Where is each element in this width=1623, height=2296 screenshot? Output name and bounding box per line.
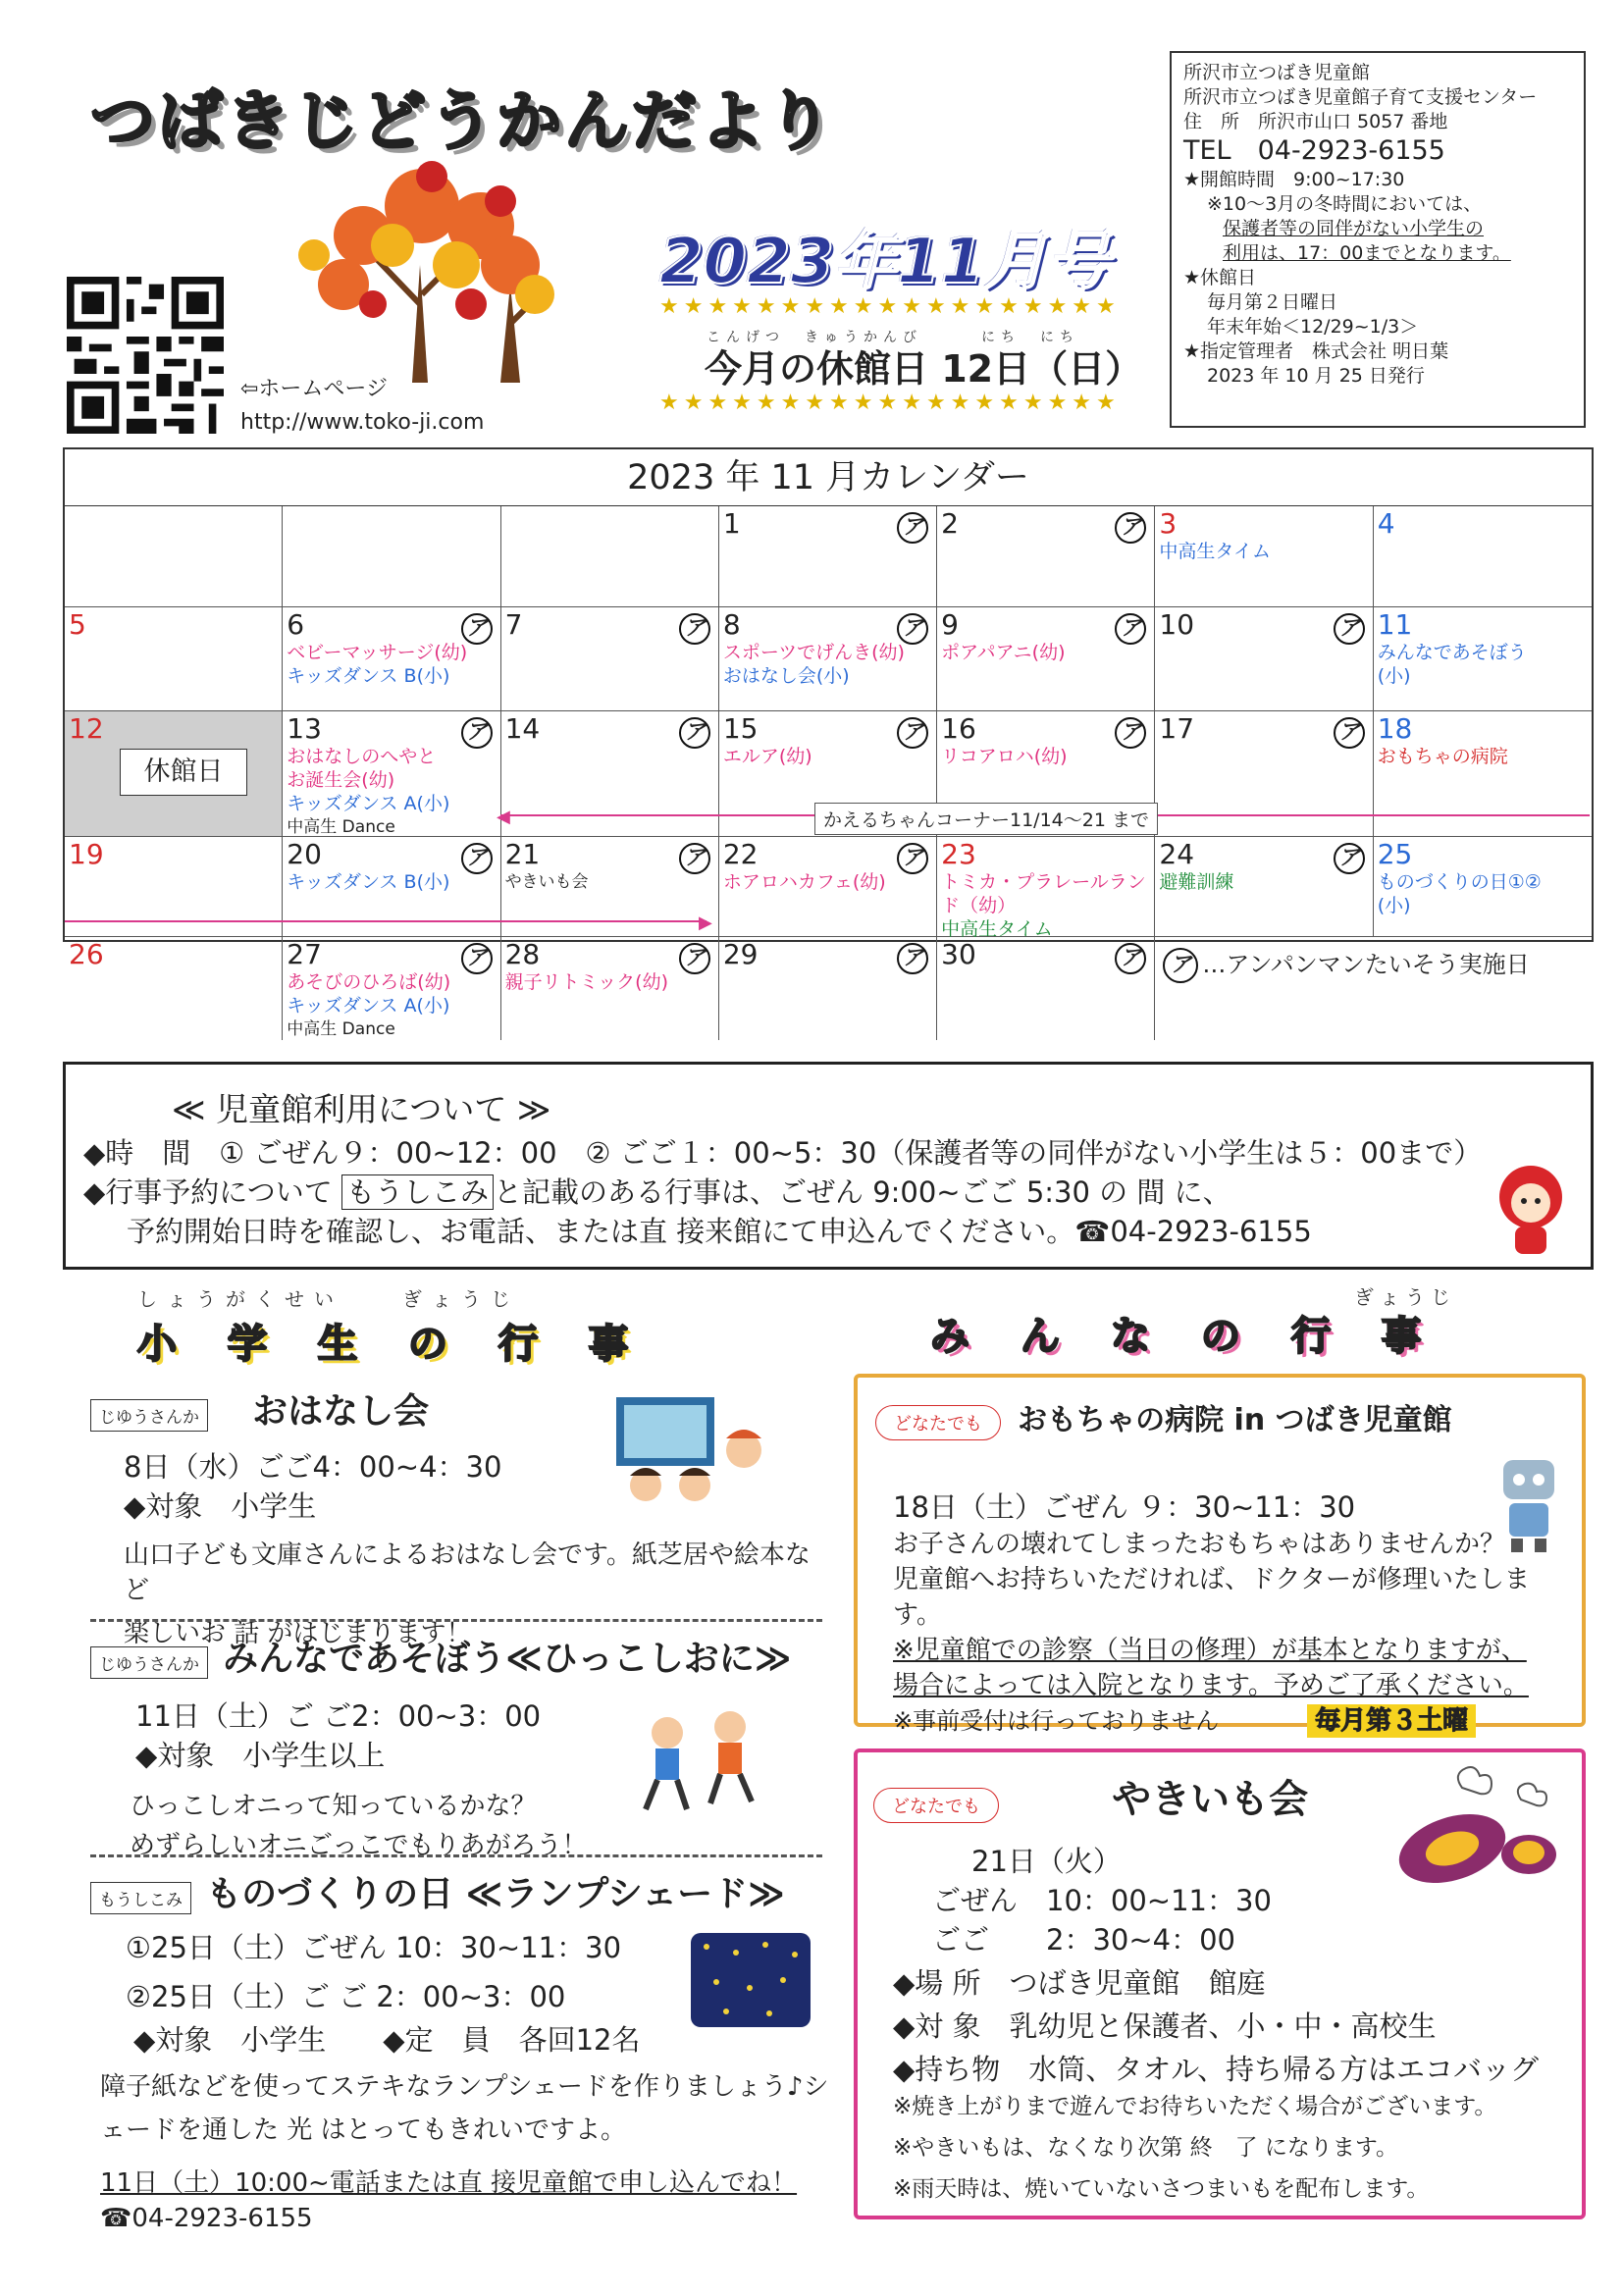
monozukuri-event bbox=[90, 1866, 836, 2236]
anpanman-exercise-icon: ア bbox=[897, 943, 928, 974]
toy-hospital-title: おもちゃの病院 in つばき児童館 bbox=[1018, 1403, 1452, 1437]
calendar-day-30 bbox=[937, 937, 1155, 1040]
calendar-day-12 bbox=[65, 711, 283, 837]
day-number: 11 bbox=[1377, 608, 1413, 641]
sweet-potato-date: 21日（火） bbox=[971, 1845, 1122, 1878]
usage-title: ≪ 児童館利用について ≫ bbox=[172, 1090, 551, 1128]
usage-reservation-2: 予約開始日時を確認し、お電話、または直 接来館にて申込んでください。☎04-2923-6155 bbox=[127, 1215, 1312, 1248]
calendar-event: おはなし会(小) bbox=[722, 665, 850, 687]
facility-info-box bbox=[1170, 51, 1586, 428]
anpanman-exercise-icon: ア bbox=[1115, 613, 1146, 645]
storytelling-illustration bbox=[606, 1391, 775, 1501]
day-number: 14 bbox=[504, 712, 541, 745]
day-number: 15 bbox=[722, 712, 759, 745]
calendar-event: キッズダンス A(小) bbox=[287, 995, 450, 1017]
toy-hospital-desc-2: 児童館へお持ちいただければ、ドクターが修理いたします。 bbox=[893, 1565, 1530, 1630]
anpanman-exercise-icon: ア bbox=[679, 613, 710, 645]
usage-reservation-text: と記載のある行事は、ごぜん 9:00~ごご 5:30 の 間 に、 bbox=[493, 1175, 1231, 1209]
anpanman-exercise-icon: ア bbox=[679, 717, 710, 749]
toy-hospital-note-2: 場合によっては入院となります。予めご了承ください。 bbox=[893, 1671, 1529, 1700]
calendar-day-27 bbox=[283, 937, 500, 1040]
sweet-potato-time-2: ごご 2：30~4：00 bbox=[932, 1923, 1236, 1957]
calendar-day-9 bbox=[937, 607, 1155, 711]
calendar-day-23 bbox=[937, 837, 1155, 940]
calendar-event: キッズダンス B(小) bbox=[287, 665, 450, 687]
ohanashi-target: ◆対象 小学生 bbox=[124, 1489, 317, 1523]
anpanman-exercise-icon: ア bbox=[1334, 717, 1365, 749]
closed-days-label: ★休館日 bbox=[1183, 267, 1257, 288]
anpanman-exercise-icon: ア bbox=[1334, 843, 1365, 874]
divider bbox=[90, 1619, 822, 1622]
anpanman-exercise-icon: ア bbox=[1115, 512, 1146, 544]
day-number: 6 bbox=[287, 608, 305, 641]
autumn-tree-illustration bbox=[275, 147, 569, 383]
day-number: 7 bbox=[504, 608, 523, 641]
sweet-potato-time-1: ごぜん 10：00~11：30 bbox=[932, 1884, 1272, 1917]
day-number: 16 bbox=[941, 712, 976, 745]
calendar-empty-cell bbox=[283, 506, 500, 607]
star-divider-top: ★★★★★★★★★★★★★★★★★★★ bbox=[659, 294, 1121, 319]
kaeru-corner-label: かえるちゃんコーナー11/14～21 まで bbox=[814, 803, 1158, 835]
ohanashi-title: おはなし会 bbox=[252, 1391, 430, 1432]
anpanman-exercise-icon: ア bbox=[1163, 948, 1198, 983]
calendar-day-2 bbox=[937, 506, 1155, 607]
kaeru-range-line-2 bbox=[65, 920, 707, 922]
sweet-potato-title: やきいも会 bbox=[1112, 1777, 1309, 1822]
anpanman-exercise-icon: ア bbox=[461, 843, 493, 874]
calendar-day-11 bbox=[1374, 607, 1592, 711]
sweet-potato-note-2: ※やきいもは、なくなり次第 終 了 になります。 bbox=[893, 2135, 1399, 2161]
monozukuri-apply: 11日（土）10:00~電話または直 接児童館で申し込んでね！ bbox=[100, 2168, 798, 2198]
arrow-right-icon: ▶ bbox=[699, 913, 712, 933]
toy-hospital-note: ※児童館での診察（当日の修理）が基本となりますが、 bbox=[893, 1636, 1527, 1665]
org-name-2: 所沢市立つばき児童館子育て支援センター bbox=[1183, 86, 1538, 108]
ohanashi-desc-2: 楽しいお 話 がはじまります！ bbox=[124, 1619, 472, 1648]
ohanashi-date: 8日（水）ごご4：00~4：30 bbox=[124, 1450, 502, 1484]
calendar-title: 2023 年 11 月カレンダー bbox=[65, 449, 1592, 506]
closed-days-2: 年末年始＜12/29~1/3＞ bbox=[1207, 316, 1419, 338]
calendar-day-25 bbox=[1374, 837, 1592, 937]
calendar-day-6 bbox=[283, 607, 500, 711]
calendar-event: 中高生 Dance bbox=[287, 817, 395, 837]
calendar-day-8 bbox=[719, 607, 937, 711]
closed-day-ruby: こんげつ きゅうかんび にち にち bbox=[707, 330, 1079, 345]
usage-rules-box bbox=[63, 1062, 1594, 1270]
monozukuri-target: ◆対象 小学生 ◆定 員 各回12名 bbox=[133, 2023, 641, 2057]
day-number: 20 bbox=[287, 838, 322, 870]
calendar-event: エルア(幼) bbox=[722, 746, 812, 767]
closed-days-1: 毎月第２日曜日 bbox=[1207, 291, 1338, 313]
divider bbox=[90, 1854, 822, 1857]
lampshade-illustration bbox=[687, 1923, 814, 2031]
hours-note: ※10～3月の冬時間においては、 bbox=[1207, 193, 1483, 215]
calendar-day-18 bbox=[1374, 711, 1592, 837]
monozukuri-desc-2: ェードを通した 光 はとってもきれいですよ。 bbox=[100, 2115, 627, 2145]
toy-hospital-note-3 bbox=[893, 1703, 1564, 1739]
minna-desc: ひっこしオニって知っているかな？ bbox=[130, 1792, 537, 1821]
apply-tag: もうしこみ bbox=[90, 1882, 191, 1914]
address: 住 所 所沢市山口 5057 番地 bbox=[1183, 111, 1448, 132]
calendar-day-26 bbox=[65, 937, 283, 1040]
legend-text: …アンパンマンたいそう実施日 bbox=[1202, 951, 1530, 978]
anpanman-exercise-icon: ア bbox=[897, 843, 928, 874]
calendar-event: お誕生会(幼) bbox=[287, 769, 395, 791]
anpanman-exercise-icon: ア bbox=[679, 843, 710, 874]
toy-hospital-note-3-text: ※事前受付は行っておりません bbox=[893, 1707, 1220, 1735]
calendar-day-24 bbox=[1155, 837, 1373, 937]
ohanashi-desc: 山口子ども文庫さんによるおはなし会です。紙芝居や絵本など bbox=[124, 1540, 811, 1605]
homepage-label: ⇦ホームページ bbox=[240, 377, 388, 401]
day-number: 24 bbox=[1159, 838, 1195, 870]
calendar-event: (小) bbox=[1377, 895, 1411, 916]
arrow-left-icon: ◀ bbox=[497, 807, 510, 827]
org-name: 所沢市立つばき児童館 bbox=[1183, 62, 1371, 83]
day-number: 28 bbox=[504, 938, 541, 970]
calendar-event: ポアパアニ(幼) bbox=[941, 642, 1066, 663]
sweet-potato-note-3: ※雨天時は、焼いていないさつまいもを配布します。 bbox=[893, 2176, 1430, 2202]
toy-hospital-event bbox=[854, 1374, 1586, 1736]
usage-reservation-label: ◆行事予約について bbox=[83, 1175, 333, 1209]
anpanman-exercise-icon: ア bbox=[1334, 613, 1365, 645]
homepage-link-block bbox=[240, 373, 484, 440]
anyone-tag: どなたでも bbox=[875, 1405, 1001, 1440]
free-join-tag: じゆうさんか bbox=[90, 1646, 208, 1679]
closed-day-box: 休館日 bbox=[120, 749, 247, 796]
calendar-event: おはなしのへやと bbox=[287, 746, 437, 767]
toy-hospital-desc: お子さんの壊れてしまったおもちゃはありませんか？ bbox=[893, 1530, 1506, 1559]
calendar-grid bbox=[65, 506, 1592, 1040]
monozukuri-date-1: ①25日（土）ごぜん 10：30~11：30 bbox=[126, 1931, 622, 1964]
calendar-day-29 bbox=[719, 937, 937, 1040]
calendar-event: (小) bbox=[1377, 665, 1411, 687]
calendar-event: キッズダンス B(小) bbox=[287, 871, 450, 893]
sweet-potato-illustration bbox=[1384, 1766, 1570, 1894]
calendar-day-28 bbox=[501, 937, 719, 1040]
day-number: 19 bbox=[69, 838, 104, 870]
anpanman-exercise-icon: ア bbox=[679, 943, 710, 974]
anpanman-exercise-icon: ア bbox=[461, 717, 493, 749]
day-number: 4 bbox=[1377, 507, 1395, 540]
day-number: 12 bbox=[69, 712, 104, 745]
calendar-event: トミカ・プラレールランド（幼） bbox=[941, 871, 1146, 916]
calendar-event: ベビーマッサージ(幼) bbox=[287, 642, 468, 663]
calendar-event: スポーツでげんき(幼) bbox=[722, 642, 905, 663]
calendar-event: キッズダンス A(小) bbox=[287, 793, 450, 814]
day-number: 1 bbox=[722, 507, 741, 540]
running-kids-illustration bbox=[628, 1707, 765, 1815]
calendar-day-3 bbox=[1155, 506, 1373, 607]
calendar-event: やきいも会 bbox=[504, 872, 589, 892]
calendar-day-4 bbox=[1374, 506, 1592, 607]
calendar-event: ものづくりの日①② bbox=[1377, 871, 1542, 893]
day-number: 21 bbox=[504, 838, 541, 870]
robot-illustration bbox=[1492, 1452, 1566, 1554]
all-section-heading: みんなの行事 bbox=[930, 1314, 1472, 1359]
sweet-potato-note: ※焼き上がりまで遊んでお待ちいただく場合がございます。 bbox=[893, 2094, 1497, 2119]
day-number: 30 bbox=[941, 938, 976, 970]
minna-date: 11日（土）ご ご2：00~3：00 bbox=[135, 1699, 542, 1733]
calendar-day-17 bbox=[1155, 711, 1373, 837]
monozukuri-desc: 障子紙などを使ってステキなランプシェードを作りましょう♪シ bbox=[100, 2072, 829, 2102]
calendar-day-13 bbox=[283, 711, 500, 837]
calendar-day-1 bbox=[719, 506, 937, 607]
minna-title: みんなであそぼう≪ひっこしおに≫ bbox=[223, 1639, 792, 1679]
calendar-event: 中高生タイム bbox=[1159, 541, 1272, 562]
hours-note-2: 保護者等の同伴がない小学生の bbox=[1223, 218, 1485, 239]
issue-date: 2023 年 10 月 25 日発行 bbox=[1207, 365, 1425, 387]
all-heading-ruby: ぎょうじ bbox=[1354, 1285, 1456, 1309]
calendar-event: みんなであそぼう bbox=[1377, 642, 1527, 663]
day-number: 2 bbox=[941, 507, 959, 540]
sweet-potato-place: ◆場 所 つばき児童館 館庭 bbox=[893, 1966, 1266, 2000]
issue-title: 2023年11月号 bbox=[659, 226, 1111, 298]
usage-hours: ◆時 間 ① ごぜん９：00~12：00 ② ごご１：00~5：30（保護者等の同伴がない小学生は５：00まで） bbox=[83, 1136, 1483, 1170]
calendar-day-5 bbox=[65, 607, 283, 711]
mascot-illustration bbox=[1482, 1158, 1580, 1261]
anpanman-exercise-icon: ア bbox=[461, 943, 493, 974]
monthly-badge: 毎月第３土曜 bbox=[1307, 1704, 1476, 1738]
toy-hospital-date: 18日（土）ごぜん ９：30~11：30 bbox=[893, 1490, 1356, 1524]
manager: ★指定管理者 株式会社 明日葉 bbox=[1183, 340, 1449, 362]
day-number: 23 bbox=[941, 838, 976, 870]
day-number: 27 bbox=[287, 938, 322, 970]
calendar-legend bbox=[1155, 937, 1592, 1040]
calendar bbox=[63, 447, 1594, 1039]
monozukuri-title: ものづくりの日 ≪ランプシェード≫ bbox=[206, 1874, 785, 1914]
homepage-url[interactable]: http://www.toko-ji.com bbox=[240, 410, 485, 435]
anpanman-exercise-icon: ア bbox=[1115, 717, 1146, 749]
sweet-potato-target: ◆対 象 乳幼児と保護者、小・中・高校生 bbox=[893, 2009, 1437, 2043]
hours-label: ★開館時間 9:00~17:30 bbox=[1183, 169, 1405, 190]
calendar-empty-cell bbox=[501, 506, 719, 607]
calendar-event: あそびのひろば(幼) bbox=[287, 971, 451, 993]
calendar-day-22 bbox=[719, 837, 937, 937]
day-number: 5 bbox=[69, 608, 86, 641]
calendar-empty-cell bbox=[65, 506, 283, 607]
day-number: 25 bbox=[1377, 838, 1413, 870]
usage-reservation bbox=[83, 1173, 1573, 1212]
minna-target: ◆対象 小学生以上 bbox=[135, 1739, 386, 1772]
closed-day-heading: 今月の休館日 12日（日） bbox=[705, 347, 1143, 391]
calendar-day-10 bbox=[1155, 607, 1373, 711]
anpanman-exercise-icon: ア bbox=[897, 512, 928, 544]
monozukuri-tel: ☎04-2923-6155 bbox=[100, 2204, 313, 2233]
anpanman-exercise-icon: ア bbox=[1115, 943, 1146, 974]
sweet-potato-items: ◆持ち物 水筒、タオル、持ち帰る方はエコバッグ bbox=[893, 2053, 1539, 2086]
anpanman-exercise-icon: ア bbox=[897, 717, 928, 749]
calendar-event: 中高生タイム bbox=[941, 918, 1053, 940]
elem-heading-ruby: しょうがくせい ぎょうじ bbox=[137, 1287, 520, 1311]
anpanman-exercise-icon: ア bbox=[461, 613, 493, 645]
calendar-event: 親子リトミック(幼) bbox=[504, 971, 669, 993]
apply-tag: もうしこみ bbox=[341, 1174, 494, 1210]
day-number: 8 bbox=[722, 608, 741, 641]
day-number: 3 bbox=[1159, 507, 1178, 540]
day-number: 29 bbox=[722, 938, 759, 970]
anpanman-exercise-icon: ア bbox=[897, 613, 928, 645]
monozukuri-date-2: ②25日（土）ご ご 2：00~3：00 bbox=[126, 1980, 566, 2013]
day-number: 18 bbox=[1377, 712, 1413, 745]
minna-desc-2: めずらしいオニごっこでもりあがろう！ bbox=[130, 1831, 588, 1860]
calendar-event: 避難訓練 bbox=[1159, 871, 1234, 893]
free-join-tag: じゆうさんか bbox=[90, 1399, 208, 1432]
day-number: 10 bbox=[1159, 608, 1195, 641]
hours-note-3: 利用は、17：00までとなります。 bbox=[1223, 242, 1511, 264]
telephone: TEL 04-2923-6155 bbox=[1183, 135, 1445, 166]
star-divider-bottom: ★★★★★★★★★★★★★★★★★★★ bbox=[659, 391, 1121, 415]
day-number: 9 bbox=[941, 608, 959, 641]
day-number: 17 bbox=[1159, 712, 1195, 745]
elem-section-heading: 小学生の行事 bbox=[137, 1322, 679, 1367]
qr-code bbox=[67, 277, 224, 434]
day-number: 22 bbox=[722, 838, 759, 870]
anyone-tag: どなたでも bbox=[873, 1788, 999, 1823]
calendar-day-14 bbox=[501, 711, 719, 837]
day-number: 13 bbox=[287, 712, 322, 745]
calendar-event: ホアロハカフェ(幼) bbox=[722, 871, 886, 893]
newsletter-title: つばきじどうかんだより bbox=[90, 83, 835, 159]
calendar-day-7 bbox=[501, 607, 719, 711]
calendar-event: おもちゃの病院 bbox=[1377, 746, 1508, 767]
calendar-event: リコアロハ(幼) bbox=[941, 746, 1068, 767]
day-number: 26 bbox=[69, 938, 104, 970]
calendar-event: 中高生 Dance bbox=[287, 1019, 395, 1039]
